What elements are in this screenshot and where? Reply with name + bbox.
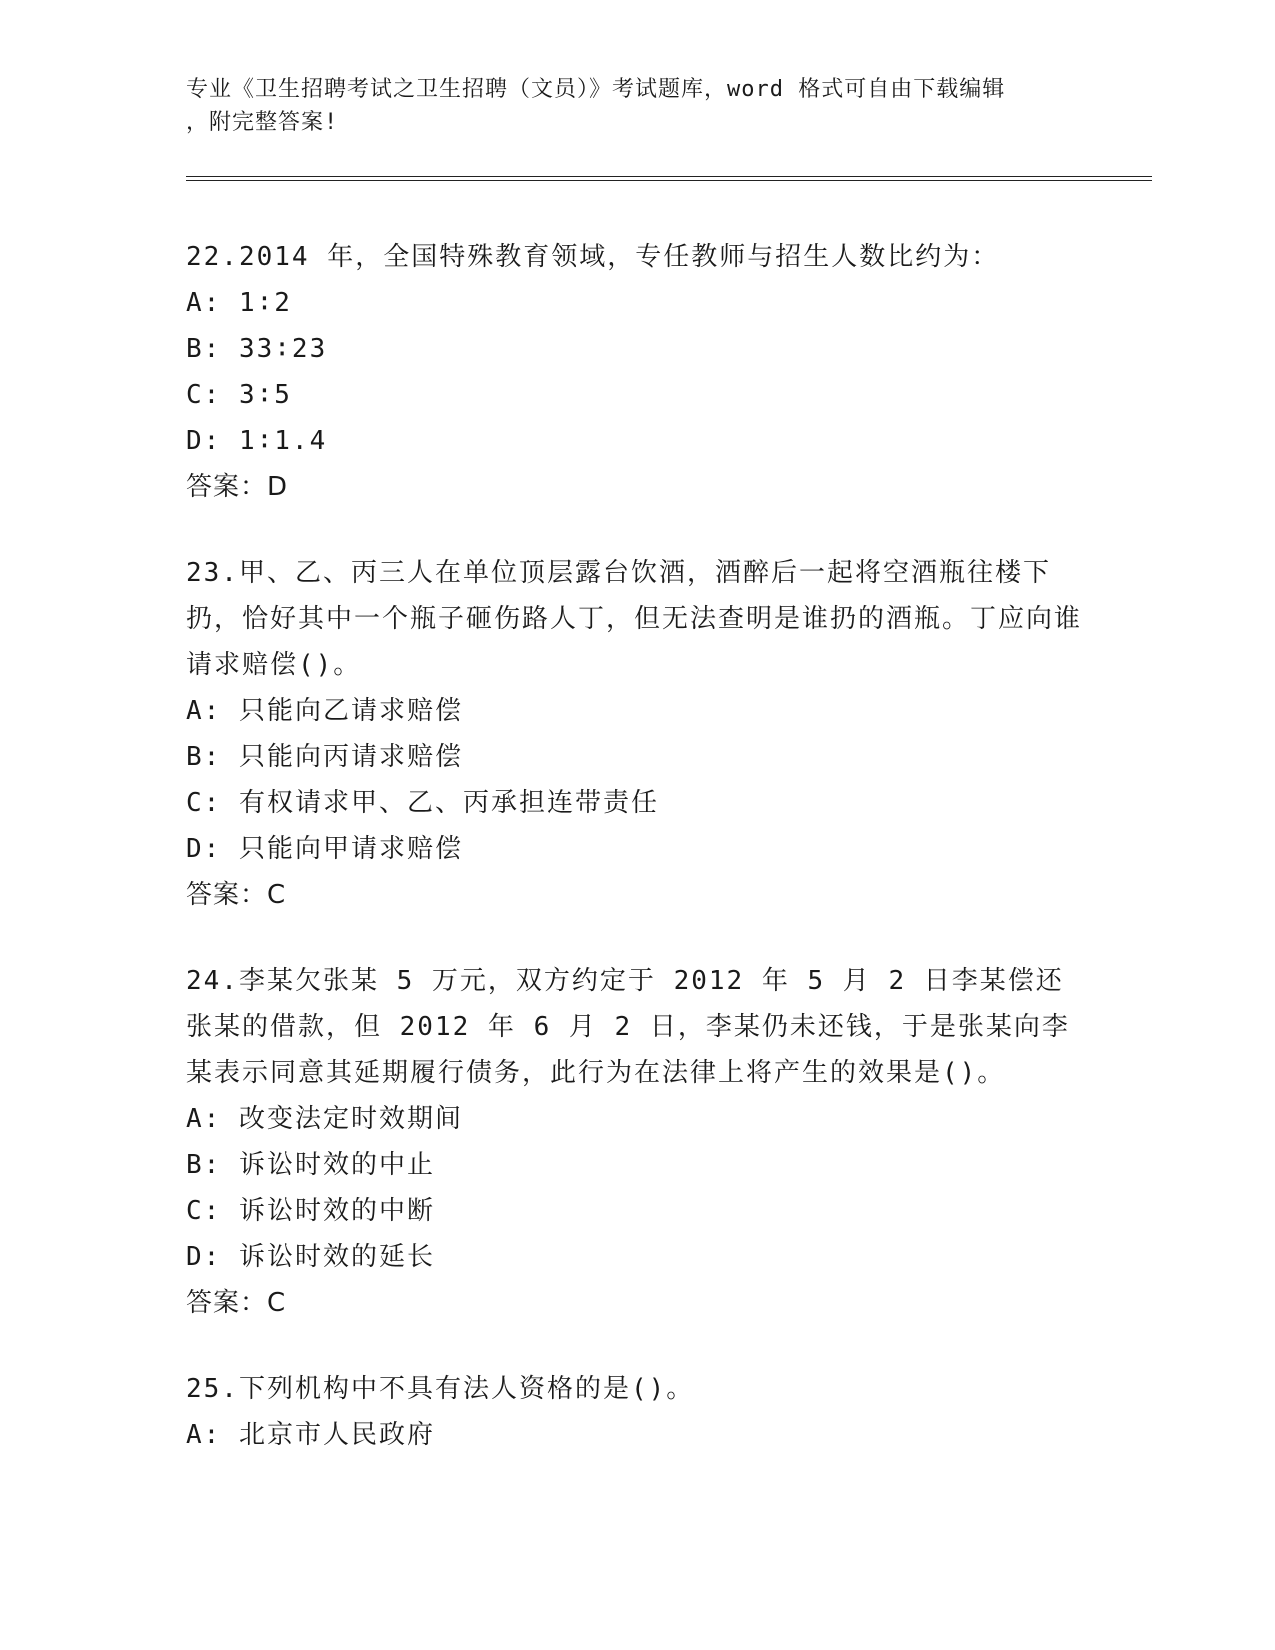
answer-line: 答案：C [186, 880, 287, 910]
answer-line: 答案：D [186, 472, 289, 502]
option-c: C: 3∶5 [186, 380, 292, 410]
question-list [186, 234, 1086, 1498]
option-a: A: 1∶2 [186, 288, 292, 318]
question-22 [186, 234, 1086, 510]
header-line-1: 专业《卫生招聘考试之卫生招聘（文员）》考试题库，word 格式可自由下载编辑 [186, 77, 1006, 102]
question-stem: 23.甲、乙、丙三人在单位顶层露台饮酒，酒醉后一起将空酒瓶往楼下扔，恰好其中一个瓶子砸伤路人丁，但无法查明是谁扔的酒瓶。丁应向谁请求赔偿()。 [186, 558, 1083, 680]
question-stem: 24.李某欠张某 5 万元，双方约定于 2012 年 5 月 2 日李某偿还张某的借款，但 2012 年 6 月 2 日，李某仍未还钱，于是张某向李某表示同意其延期履行债务，此行为在法律上将产生的效果是()。 [186, 966, 1070, 1088]
option-c: C: 有权请求甲、乙、丙承担连带责任 [186, 788, 659, 818]
question-stem: 22.2014 年，全国特殊教育领域，专任教师与招生人数比约为： [186, 242, 1000, 272]
option-a: A: 北京市人民政府 [186, 1420, 435, 1450]
option-b: B: 诉讼时效的中止 [186, 1150, 435, 1180]
answer-line: 答案：C [186, 1288, 287, 1318]
option-c: C: 诉讼时效的中断 [186, 1196, 435, 1226]
option-d: D: 诉讼时效的延长 [186, 1242, 435, 1272]
option-a: A: 改变法定时效期间 [186, 1104, 463, 1134]
option-b: B: 33∶23 [186, 334, 328, 364]
option-d: D: 只能向甲请求赔偿 [186, 834, 463, 864]
option-d: D: 1∶1.4 [186, 426, 328, 456]
header-line-2: ，附完整答案! [186, 110, 339, 135]
question-stem: 25.下列机构中不具有法人资格的是()。 [186, 1374, 695, 1404]
question-24 [186, 958, 1086, 1326]
question-23 [186, 550, 1086, 918]
option-b: B: 只能向丙请求赔偿 [186, 742, 463, 772]
option-a: A: 只能向乙请求赔偿 [186, 696, 463, 726]
document-header [186, 73, 1086, 139]
header-divider [186, 176, 1152, 181]
question-25 [186, 1366, 1086, 1458]
